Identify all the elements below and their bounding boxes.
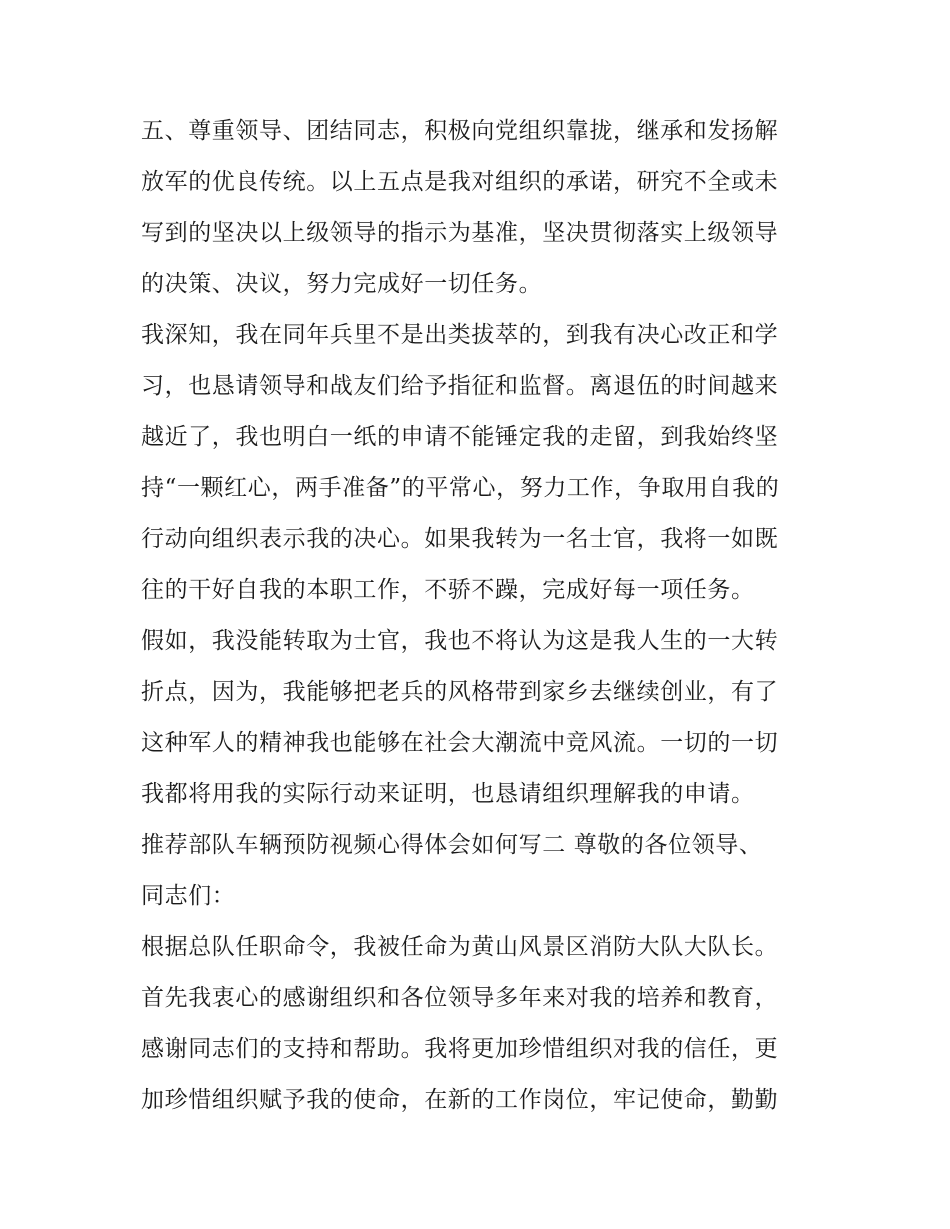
text-line: 假如，我没能转取为士官，我也不将认为这是我人生的一大转 [141, 628, 779, 654]
text-line: 写到的坚决以上级领导的指示为基准，坚决贯彻落实上级领导 [141, 220, 779, 246]
text-line: 推荐部队车辆预防视频心得体会如何写二 尊敬的各位领导、 [141, 832, 763, 858]
text-line: 我深知，我在同年兵里不是出类拔萃的，到我有决心改正和学 [141, 322, 779, 348]
text-line: 五、尊重领导、团结同志，积极向党组织靠拢，继承和发扬解 [141, 118, 779, 144]
text-line: 放军的优良传统。以上五点是我对组织的承诺，研究不全或未 [141, 169, 779, 195]
text-line: 这种军人的精神我也能够在社会大潮流中竞风流。一切的一切 [141, 730, 779, 756]
text-line: 同志们： [141, 883, 236, 909]
text-line: 根据总队任职命令，我被任命为黄山风景区消防大队大队长。 [141, 934, 779, 960]
text-line: 持“一颗红心，两手准备”的平常心，努力工作，争取用自我的 [141, 475, 780, 501]
text-line: 习，也恳请领导和战友们给予指征和监督。离退伍的时间越来 [141, 373, 779, 399]
text-line: 我都将用我的实际行动来证明，也恳请组织理解我的申请。 [141, 781, 755, 807]
text-line: 加珍惜组织赋予我的使命，在新的工作岗位，牢记使命，勤勤 [141, 1087, 779, 1113]
text-line: 感谢同志们的支持和帮助。我将更加珍惜组织对我的信任，更 [141, 1036, 779, 1062]
text-line: 折点，因为，我能够把老兵的风格带到家乡去继续创业，有了 [141, 679, 779, 705]
text-line: 的决策、决议，努力完成好一切任务。 [141, 271, 543, 297]
text-line: 越近了，我也明白一纸的申请不能锤定我的走留，到我始终坚 [141, 424, 779, 450]
text-line: 往的干好自我的本职工作，不骄不躁，完成好每一项任务。 [141, 577, 755, 603]
body-text [141, 106, 821, 1126]
text-line: 首先我衷心的感谢组织和各位领导多年来对我的培养和教育， [141, 985, 779, 1011]
text-line: 行动向组织表示我的决心。如果我转为一名士官，我将一如既 [141, 526, 779, 552]
